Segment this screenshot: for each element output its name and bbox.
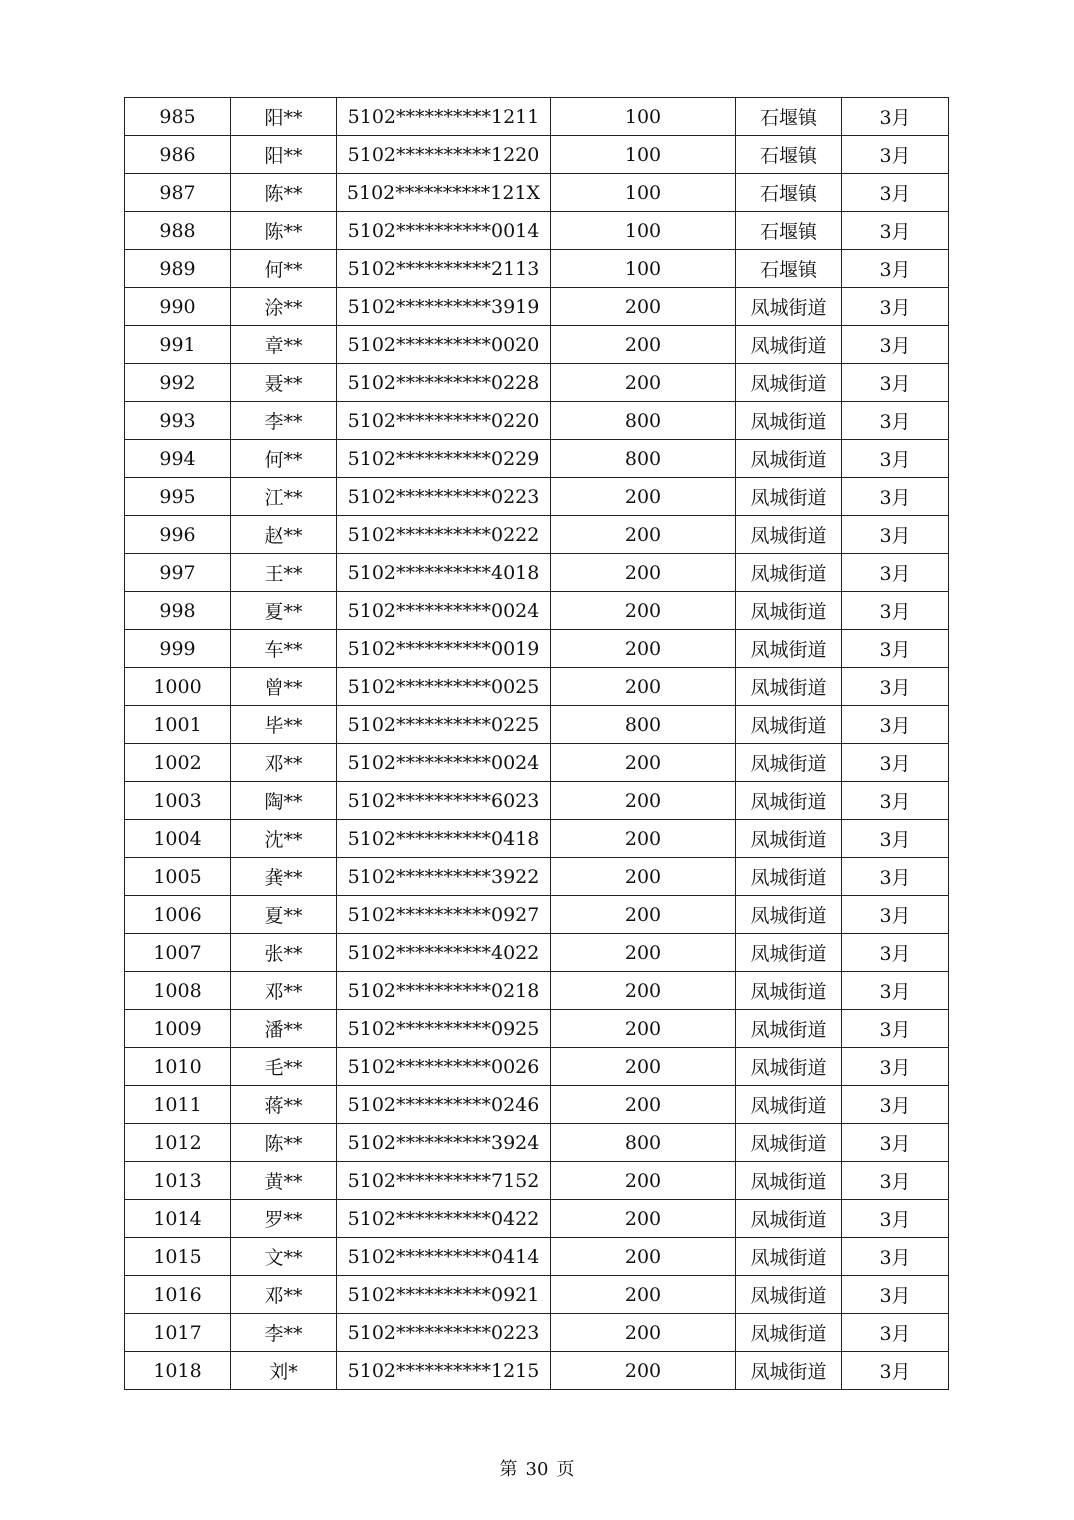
page-number-suffix: 页 [556, 1459, 575, 1480]
cell-name: 潘** [231, 1010, 337, 1048]
table-row [125, 174, 949, 212]
cell-name: 陈** [231, 174, 337, 212]
cell-serial-number: 1018 [125, 1352, 231, 1390]
cell-serial-number: 991 [125, 326, 231, 364]
cell-serial-number: 996 [125, 516, 231, 554]
cell-amount: 200 [551, 326, 736, 364]
cell-serial-number: 986 [125, 136, 231, 174]
table-row [125, 212, 949, 250]
cell-id-number: 5102**********2113 [337, 250, 551, 288]
cell-id-number: 5102**********0921 [337, 1276, 551, 1314]
cell-area: 凤城街道 [736, 1048, 842, 1086]
cell-month: 3月 [842, 820, 949, 858]
table-row [125, 1048, 949, 1086]
table-row [125, 364, 949, 402]
cell-amount: 200 [551, 782, 736, 820]
cell-serial-number: 1002 [125, 744, 231, 782]
cell-name: 沈** [231, 820, 337, 858]
cell-name: 涂** [231, 288, 337, 326]
cell-amount: 800 [551, 440, 736, 478]
cell-month: 3月 [842, 858, 949, 896]
cell-id-number: 5102**********0223 [337, 478, 551, 516]
cell-amount: 200 [551, 1238, 736, 1276]
cell-id-number: 5102**********121X [337, 174, 551, 212]
cell-serial-number: 1000 [125, 668, 231, 706]
cell-id-number: 5102**********1220 [337, 136, 551, 174]
cell-id-number: 5102**********6023 [337, 782, 551, 820]
cell-month: 3月 [842, 668, 949, 706]
cell-name: 赵** [231, 516, 337, 554]
cell-area: 凤城街道 [736, 288, 842, 326]
cell-month: 3月 [842, 1086, 949, 1124]
table-row [125, 1200, 949, 1238]
cell-area: 凤城街道 [736, 1162, 842, 1200]
records-table-body [125, 98, 949, 1390]
cell-area: 凤城街道 [736, 706, 842, 744]
table-row [125, 136, 949, 174]
cell-area: 凤城街道 [736, 364, 842, 402]
table-row [125, 98, 949, 136]
cell-area: 凤城街道 [736, 516, 842, 554]
cell-id-number: 5102**********3922 [337, 858, 551, 896]
cell-month: 3月 [842, 934, 949, 972]
cell-name: 李** [231, 1314, 337, 1352]
cell-area: 凤城街道 [736, 1314, 842, 1352]
cell-area: 凤城街道 [736, 896, 842, 934]
cell-month: 3月 [842, 1048, 949, 1086]
table-row [125, 706, 949, 744]
cell-id-number: 5102**********1211 [337, 98, 551, 136]
cell-area: 凤城街道 [736, 1124, 842, 1162]
cell-area: 凤城街道 [736, 592, 842, 630]
cell-amount: 800 [551, 706, 736, 744]
cell-month: 3月 [842, 1314, 949, 1352]
cell-month: 3月 [842, 478, 949, 516]
cell-amount: 200 [551, 364, 736, 402]
cell-name: 毕** [231, 706, 337, 744]
cell-serial-number: 1010 [125, 1048, 231, 1086]
cell-serial-number: 1012 [125, 1124, 231, 1162]
cell-id-number: 5102**********0020 [337, 326, 551, 364]
cell-serial-number: 988 [125, 212, 231, 250]
cell-amount: 200 [551, 554, 736, 592]
table-row [125, 1086, 949, 1124]
cell-area: 石堰镇 [736, 212, 842, 250]
cell-area: 石堰镇 [736, 250, 842, 288]
table-row [125, 1162, 949, 1200]
cell-name: 车** [231, 630, 337, 668]
cell-month: 3月 [842, 554, 949, 592]
cell-month: 3月 [842, 98, 949, 136]
cell-area: 凤城街道 [736, 326, 842, 364]
cell-area: 凤城街道 [736, 858, 842, 896]
table-row [125, 592, 949, 630]
cell-name: 曾** [231, 668, 337, 706]
cell-serial-number: 997 [125, 554, 231, 592]
cell-amount: 100 [551, 98, 736, 136]
cell-serial-number: 990 [125, 288, 231, 326]
cell-name: 阳** [231, 136, 337, 174]
cell-serial-number: 985 [125, 98, 231, 136]
cell-amount: 200 [551, 516, 736, 554]
cell-month: 3月 [842, 706, 949, 744]
cell-name: 黄** [231, 1162, 337, 1200]
cell-month: 3月 [842, 136, 949, 174]
cell-id-number: 5102**********0225 [337, 706, 551, 744]
table-row [125, 630, 949, 668]
cell-id-number: 5102**********3919 [337, 288, 551, 326]
cell-amount: 200 [551, 630, 736, 668]
cell-amount: 800 [551, 1124, 736, 1162]
cell-month: 3月 [842, 1162, 949, 1200]
cell-id-number: 5102**********0422 [337, 1200, 551, 1238]
table-row [125, 554, 949, 592]
cell-serial-number: 1001 [125, 706, 231, 744]
table-row [125, 668, 949, 706]
cell-month: 3月 [842, 250, 949, 288]
cell-name: 张** [231, 934, 337, 972]
cell-area: 凤城街道 [736, 1352, 842, 1390]
cell-name: 邓** [231, 744, 337, 782]
table-row [125, 782, 949, 820]
cell-area: 凤城街道 [736, 744, 842, 782]
cell-name: 江** [231, 478, 337, 516]
cell-id-number: 5102**********0218 [337, 972, 551, 1010]
cell-amount: 200 [551, 1276, 736, 1314]
cell-name: 李** [231, 402, 337, 440]
cell-serial-number: 1008 [125, 972, 231, 1010]
cell-serial-number: 1017 [125, 1314, 231, 1352]
records-table [124, 97, 949, 1390]
table-row [125, 972, 949, 1010]
cell-amount: 200 [551, 1200, 736, 1238]
table-row [125, 934, 949, 972]
cell-month: 3月 [842, 782, 949, 820]
cell-amount: 200 [551, 934, 736, 972]
cell-name: 蒋** [231, 1086, 337, 1124]
table-row [125, 440, 949, 478]
cell-amount: 100 [551, 174, 736, 212]
cell-month: 3月 [842, 592, 949, 630]
cell-amount: 200 [551, 858, 736, 896]
cell-amount: 200 [551, 972, 736, 1010]
cell-name: 陶** [231, 782, 337, 820]
table-row [125, 1352, 949, 1390]
table-row [125, 250, 949, 288]
cell-area: 凤城街道 [736, 554, 842, 592]
cell-name: 何** [231, 440, 337, 478]
cell-id-number: 5102**********0228 [337, 364, 551, 402]
cell-name: 陈** [231, 212, 337, 250]
cell-id-number: 5102**********0025 [337, 668, 551, 706]
cell-name: 聂** [231, 364, 337, 402]
page-number-prefix: 第 [499, 1459, 518, 1480]
table-row [125, 1124, 949, 1162]
cell-id-number: 5102**********0925 [337, 1010, 551, 1048]
cell-amount: 100 [551, 136, 736, 174]
cell-amount: 200 [551, 1048, 736, 1086]
cell-area: 凤城街道 [736, 1238, 842, 1276]
cell-amount: 200 [551, 1162, 736, 1200]
cell-amount: 200 [551, 288, 736, 326]
cell-area: 凤城街道 [736, 1200, 842, 1238]
table-row [125, 1276, 949, 1314]
table-row [125, 516, 949, 554]
table-row [125, 744, 949, 782]
cell-name: 龚** [231, 858, 337, 896]
cell-amount: 200 [551, 1086, 736, 1124]
cell-name: 刘* [231, 1352, 337, 1390]
cell-area: 凤城街道 [736, 1086, 842, 1124]
cell-month: 3月 [842, 1124, 949, 1162]
cell-name: 阳** [231, 98, 337, 136]
cell-month: 3月 [842, 1276, 949, 1314]
cell-id-number: 5102**********0246 [337, 1086, 551, 1124]
cell-name: 邓** [231, 1276, 337, 1314]
cell-month: 3月 [842, 1238, 949, 1276]
cell-month: 3月 [842, 326, 949, 364]
table-row [125, 326, 949, 364]
cell-amount: 100 [551, 250, 736, 288]
cell-serial-number: 1004 [125, 820, 231, 858]
cell-name: 王** [231, 554, 337, 592]
cell-amount: 200 [551, 592, 736, 630]
cell-amount: 200 [551, 744, 736, 782]
cell-month: 3月 [842, 440, 949, 478]
cell-area: 石堰镇 [736, 174, 842, 212]
cell-month: 3月 [842, 744, 949, 782]
cell-id-number: 5102**********0026 [337, 1048, 551, 1086]
cell-serial-number: 992 [125, 364, 231, 402]
cell-amount: 200 [551, 1010, 736, 1048]
cell-area: 凤城街道 [736, 820, 842, 858]
cell-serial-number: 1006 [125, 896, 231, 934]
cell-id-number: 5102**********4018 [337, 554, 551, 592]
cell-area: 凤城街道 [736, 972, 842, 1010]
cell-area: 凤城街道 [736, 934, 842, 972]
cell-area: 凤城街道 [736, 478, 842, 516]
cell-serial-number: 993 [125, 402, 231, 440]
cell-month: 3月 [842, 402, 949, 440]
cell-serial-number: 1016 [125, 1276, 231, 1314]
table-row [125, 402, 949, 440]
cell-id-number: 5102**********7152 [337, 1162, 551, 1200]
cell-name: 章** [231, 326, 337, 364]
cell-month: 3月 [842, 516, 949, 554]
cell-amount: 200 [551, 1314, 736, 1352]
cell-id-number: 5102**********0229 [337, 440, 551, 478]
cell-serial-number: 1003 [125, 782, 231, 820]
cell-id-number: 5102**********0019 [337, 630, 551, 668]
cell-id-number: 5102**********0014 [337, 212, 551, 250]
cell-amount: 200 [551, 668, 736, 706]
cell-name: 邓** [231, 972, 337, 1010]
table-row [125, 896, 949, 934]
cell-name: 何** [231, 250, 337, 288]
cell-id-number: 5102**********0024 [337, 744, 551, 782]
cell-name: 毛** [231, 1048, 337, 1086]
cell-name: 罗** [231, 1200, 337, 1238]
cell-month: 3月 [842, 1200, 949, 1238]
table-row [125, 1314, 949, 1352]
cell-name: 夏** [231, 896, 337, 934]
cell-name: 文** [231, 1238, 337, 1276]
cell-serial-number: 994 [125, 440, 231, 478]
cell-serial-number: 1011 [125, 1086, 231, 1124]
cell-month: 3月 [842, 1010, 949, 1048]
cell-id-number: 5102**********0220 [337, 402, 551, 440]
cell-amount: 200 [551, 896, 736, 934]
cell-serial-number: 987 [125, 174, 231, 212]
cell-id-number: 5102**********0927 [337, 896, 551, 934]
cell-amount: 100 [551, 212, 736, 250]
cell-serial-number: 1015 [125, 1238, 231, 1276]
cell-month: 3月 [842, 174, 949, 212]
cell-serial-number: 995 [125, 478, 231, 516]
cell-serial-number: 999 [125, 630, 231, 668]
cell-id-number: 5102**********0222 [337, 516, 551, 554]
cell-area: 凤城街道 [736, 440, 842, 478]
cell-amount: 200 [551, 478, 736, 516]
cell-month: 3月 [842, 896, 949, 934]
table-row [125, 820, 949, 858]
cell-area: 凤城街道 [736, 782, 842, 820]
cell-month: 3月 [842, 630, 949, 668]
cell-area: 凤城街道 [736, 630, 842, 668]
cell-month: 3月 [842, 1352, 949, 1390]
cell-area: 石堰镇 [736, 136, 842, 174]
cell-id-number: 5102**********3924 [337, 1124, 551, 1162]
cell-name: 陈** [231, 1124, 337, 1162]
cell-area: 凤城街道 [736, 1010, 842, 1048]
cell-serial-number: 1014 [125, 1200, 231, 1238]
cell-id-number: 5102**********0418 [337, 820, 551, 858]
table-row [125, 288, 949, 326]
cell-amount: 200 [551, 820, 736, 858]
cell-month: 3月 [842, 364, 949, 402]
cell-area: 凤城街道 [736, 1276, 842, 1314]
cell-serial-number: 998 [125, 592, 231, 630]
cell-amount: 800 [551, 402, 736, 440]
cell-month: 3月 [842, 972, 949, 1010]
page-footer [0, 1455, 1074, 1481]
cell-id-number: 5102**********0414 [337, 1238, 551, 1276]
table-row [125, 478, 949, 516]
cell-month: 3月 [842, 288, 949, 326]
table-row [125, 858, 949, 896]
cell-id-number: 5102**********0223 [337, 1314, 551, 1352]
cell-serial-number: 1005 [125, 858, 231, 896]
cell-area: 石堰镇 [736, 98, 842, 136]
cell-serial-number: 1007 [125, 934, 231, 972]
cell-serial-number: 1009 [125, 1010, 231, 1048]
cell-id-number: 5102**********0024 [337, 592, 551, 630]
cell-area: 凤城街道 [736, 402, 842, 440]
page-number: 30 [525, 1459, 549, 1480]
cell-amount: 200 [551, 1352, 736, 1390]
cell-month: 3月 [842, 212, 949, 250]
cell-id-number: 5102**********1215 [337, 1352, 551, 1390]
cell-serial-number: 989 [125, 250, 231, 288]
cell-serial-number: 1013 [125, 1162, 231, 1200]
cell-area: 凤城街道 [736, 668, 842, 706]
cell-name: 夏** [231, 592, 337, 630]
table-row [125, 1010, 949, 1048]
table-row [125, 1238, 949, 1276]
cell-id-number: 5102**********4022 [337, 934, 551, 972]
